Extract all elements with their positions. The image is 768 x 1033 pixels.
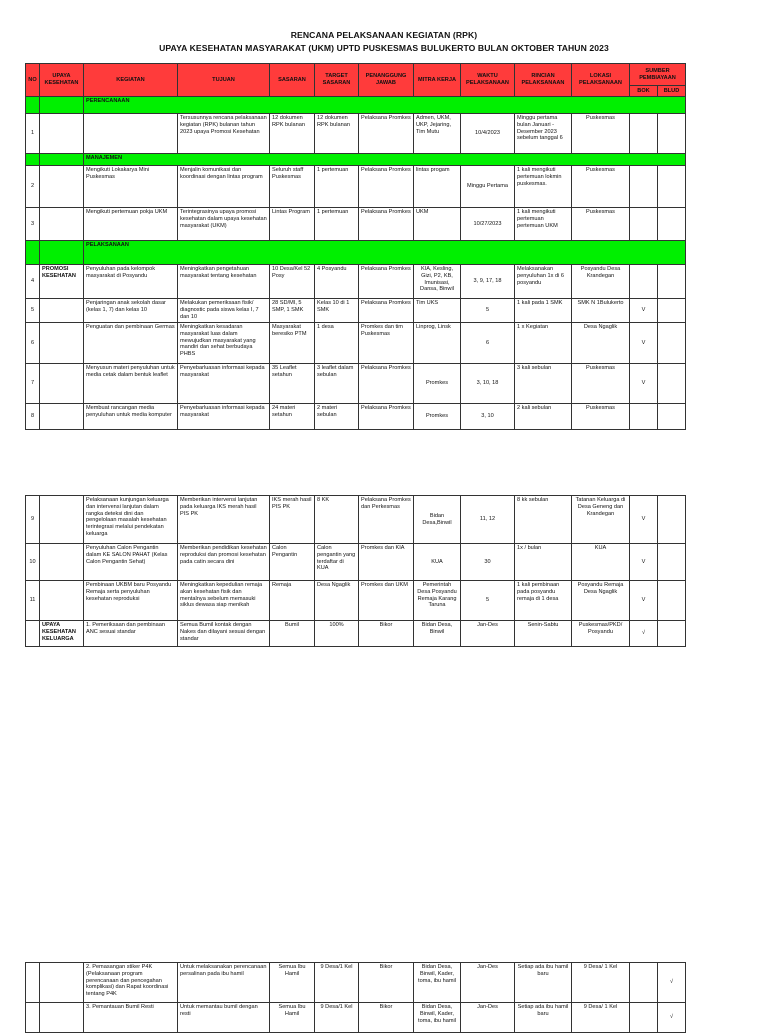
cell-lokasi: Puskesmas bbox=[572, 404, 630, 430]
cell-lokasi: Puskesmas bbox=[572, 364, 630, 404]
cell-pj: Pelaksana Promkes bbox=[359, 114, 414, 154]
table-row bbox=[26, 581, 686, 621]
cell-target: 100% bbox=[315, 621, 359, 647]
cell-mitra: Tim UKS bbox=[414, 299, 461, 323]
document-subtitle: UPAYA KESEHATAN MASYARAKAT (UKM) UPTD PUSKESMAS BULUKERTO BULAN OKTOBER TAHUN 2023 bbox=[159, 43, 609, 53]
cell-target: 1 pertemuan bbox=[315, 166, 359, 208]
cell-bok: V bbox=[630, 364, 658, 404]
header-sumber: SUMBER PEMBIAYAAN bbox=[630, 64, 686, 86]
cell-kegiatan: 2. Pemasangan stiker P4K (Pelaksanaan program perencanaan dan pencegahan komplikasi) dan Rapat koordinasi tentang P4K bbox=[84, 963, 178, 1003]
cell-sasaran: 12 dokumen RPK bulanan bbox=[270, 114, 315, 154]
row-no bbox=[26, 1003, 40, 1033]
cell-pj: Pelaksana Promkes bbox=[359, 166, 414, 208]
cell-waktu: 3, 9, 17, 18 bbox=[461, 265, 515, 299]
cell-kegiatan: Pembinaan UKBM baru Posyandu Remaja serta penyuluhan kesehatan reproduksi bbox=[84, 581, 178, 621]
cell-sasaran: 24 materi setahun bbox=[270, 404, 315, 430]
cell-waktu: 3, 10 bbox=[461, 404, 515, 430]
cell-lokasi: Posyandu Remaja Desa Ngaglik bbox=[572, 581, 630, 621]
table-row bbox=[26, 621, 686, 647]
cell-mitra: Bidan Desa, Binwil, Kader, toma, ibu hamil bbox=[414, 1003, 461, 1033]
table-row bbox=[26, 963, 686, 1003]
cell-bok bbox=[630, 166, 658, 208]
row-no: 10 bbox=[26, 544, 40, 581]
cell-waktu: Jan-Des bbox=[461, 621, 515, 647]
cell-tujuan: Tersusunnya rencana pelaksanaan kegiatan (RPK) bulanan tahun 2023 upaya Promosi Kesehatan bbox=[178, 114, 270, 154]
cell-rincian: 1 x Kegiatan bbox=[515, 323, 572, 364]
cell-lokasi: Puskesmas/PKD/ Posyandu bbox=[572, 621, 630, 647]
cell-waktu: 5 bbox=[461, 581, 515, 621]
cell-target: 9 Desa/1 Kel bbox=[315, 1003, 359, 1033]
cell-upaya bbox=[40, 299, 84, 323]
cell-upaya bbox=[40, 404, 84, 430]
header-rincian: RINCIAN PELAKSANAAN bbox=[515, 64, 572, 97]
cell-mitra: Promkes bbox=[414, 364, 461, 404]
header-tujuan: TUJUAN bbox=[178, 64, 270, 97]
cell-rincian: 3 kali sebulan bbox=[515, 364, 572, 404]
cell-rincian: 1 kali pada 1 SMK bbox=[515, 299, 572, 323]
cell-kegiatan: Mengikuti Lokakarya Mini Puskesmas bbox=[84, 166, 178, 208]
cell-blud bbox=[658, 496, 686, 544]
cell-waktu: 6 bbox=[461, 323, 515, 364]
cell-tujuan: Melakukan pemeriksaan fisik/ diagnostic pada siswa kelas I, 7 dan 10 bbox=[178, 299, 270, 323]
cell-target: 12 dokumen RPK bulanan bbox=[315, 114, 359, 154]
cell-blud bbox=[658, 114, 686, 154]
cell-kegiatan: 1. Pemeriksaan dan pembinaan ANC sesuai standar bbox=[84, 621, 178, 647]
cell-upaya bbox=[40, 323, 84, 364]
cell-lokasi: Desa Ngaglik bbox=[572, 323, 630, 364]
cell-rincian: 1 kali pembinaan pada posyandu remaja di 1 desa bbox=[515, 581, 572, 621]
header-bok: BOK bbox=[630, 86, 658, 97]
cell-lokasi: Tatanan Keluarga di Desa Geneng dan Krandegan bbox=[572, 496, 630, 544]
cell-bok bbox=[630, 265, 658, 299]
cell-blud bbox=[658, 364, 686, 404]
cell-lokasi: 9 Desa/ 1 Kel bbox=[572, 963, 630, 1003]
cell-target: 3 leaflet dalam sebulan bbox=[315, 364, 359, 404]
cell-tujuan: Terintegrasinya upaya promosi kesehatan dalam upaya kesehatan masyarakat (UKM) bbox=[178, 208, 270, 241]
cell-sasaran: 28 SD/MI, 5 SMP, 1 SMK bbox=[270, 299, 315, 323]
cell-bok bbox=[630, 1003, 658, 1033]
cell-mitra: Pemerintah Desa Posyandu Remaja Karang Taruna bbox=[414, 581, 461, 621]
table-row bbox=[26, 299, 686, 323]
cell-tujuan: Meningkatkan pengetahuan masyarakat tentang kesehatan bbox=[178, 265, 270, 299]
cell-blud bbox=[658, 323, 686, 364]
cell-bok bbox=[630, 963, 658, 1003]
row-no: 6 bbox=[26, 323, 40, 364]
cell-bok: V bbox=[630, 299, 658, 323]
cell-rincian: Senin-Sabtu bbox=[515, 621, 572, 647]
cell-tujuan: Semua Bumil kontak dengan Nakes dan dilayani sesuai dengan standar bbox=[178, 621, 270, 647]
cell-tujuan: Memberikan intervensi lanjutan pada keluarga IKS merah hasil PIS PK bbox=[178, 496, 270, 544]
cell-sasaran: 10 Desa/Kel 52 Posy bbox=[270, 265, 315, 299]
row-no: 4 bbox=[26, 265, 40, 299]
cell-mitra: Bidan Desa,Binwil bbox=[414, 496, 461, 544]
cell-waktu: 5 bbox=[461, 299, 515, 323]
cell-upaya bbox=[40, 208, 84, 241]
cell-mitra: Bidan Desa, Binwil bbox=[414, 621, 461, 647]
cell-bok: V bbox=[630, 581, 658, 621]
cell-upaya bbox=[40, 114, 84, 154]
cell-bok bbox=[630, 404, 658, 430]
cell-rincian: 1 kali mengikuti pertemuan pertemuan UKM bbox=[515, 208, 572, 241]
header-lokasi: LOKASI PELAKSANAAN bbox=[572, 64, 630, 97]
section-manajemen bbox=[26, 154, 686, 166]
cell-kegiatan: Mengikuti pertemuan pokja UKM bbox=[84, 208, 178, 241]
cell-sasaran: Bumil bbox=[270, 621, 315, 647]
header-upaya: UPAYA KESEHATAN bbox=[40, 64, 84, 97]
row-no: 3 bbox=[26, 208, 40, 241]
cell-waktu: 30 bbox=[461, 544, 515, 581]
cell-blud bbox=[658, 581, 686, 621]
rpk-table-page-3 bbox=[25, 962, 686, 1033]
cell-blud bbox=[658, 544, 686, 581]
cell-kegiatan: Penyuluhan pada kelompok masyarakat di Posyandu bbox=[84, 265, 178, 299]
table-row bbox=[26, 208, 686, 241]
cell-pj: Promkes dan tim Puskesmas bbox=[359, 323, 414, 364]
cell-sasaran: IKS merah hasil PIS PK bbox=[270, 496, 315, 544]
rpk-table-continued bbox=[25, 495, 686, 647]
cell-sasaran: Calon Pengantin bbox=[270, 544, 315, 581]
cell-pj: Bikor bbox=[359, 621, 414, 647]
section-label: PELAKSANAAN bbox=[84, 241, 686, 265]
cell-mitra: Linprog, Linsk bbox=[414, 323, 461, 364]
cell-tujuan: Untuk melaksanakan perencanaan persalinan pada ibu hamil bbox=[178, 963, 270, 1003]
cell-target: 2 materi sebulan bbox=[315, 404, 359, 430]
cell-pj: Promkes dan UKM bbox=[359, 581, 414, 621]
cell-pj: Pelaksana Promkes bbox=[359, 404, 414, 430]
header-sasaran: SASARAN bbox=[270, 64, 315, 97]
cell-tujuan: Penyebarluasan informasi kepada masyarakat bbox=[178, 364, 270, 404]
cell-mitra: Bidan Desa, Binwil, Kader, toma, ibu hamil bbox=[414, 963, 461, 1003]
cell-sasaran: Lintas Program bbox=[270, 208, 315, 241]
cell-bok: V bbox=[630, 323, 658, 364]
cell-sasaran: Remaja bbox=[270, 581, 315, 621]
cell-blud bbox=[658, 621, 686, 647]
table-row bbox=[26, 166, 686, 208]
cell-sasaran: 35 Leaflet setahun bbox=[270, 364, 315, 404]
cell-lokasi: SMK N 1Bulukerto bbox=[572, 299, 630, 323]
cell-rincian: 1x / bulan bbox=[515, 544, 572, 581]
cell-tujuan: Menjalin komunikasi dan koordinasi dengan lintas program bbox=[178, 166, 270, 208]
cell-lokasi: Puskesmas bbox=[572, 208, 630, 241]
cell-rincian: 1 kali mengikuti pertemuan lokmin puskesmas. bbox=[515, 166, 572, 208]
cell-upaya: PROMOSI KESEHATAN bbox=[40, 265, 84, 299]
table-row bbox=[26, 1003, 686, 1033]
cell-kegiatan: Penguatan dan pembinaan Germas bbox=[84, 323, 178, 364]
cell-upaya bbox=[40, 581, 84, 621]
row-no: 11 bbox=[26, 581, 40, 621]
cell-kegiatan: Menyusun materi penyuluhan untuk media cetak dalam bentuk leaflet bbox=[84, 364, 178, 404]
cell-blud: √ bbox=[658, 963, 686, 1003]
cell-blud bbox=[658, 208, 686, 241]
row-no: 8 bbox=[26, 404, 40, 430]
cell-blud bbox=[658, 265, 686, 299]
cell-pj: Pelaksana Promkes bbox=[359, 364, 414, 404]
cell-upaya: UPAYA KESEHATAN KELUARGA bbox=[40, 621, 84, 647]
cell-upaya bbox=[40, 544, 84, 581]
cell-lokasi: Puskesmas bbox=[572, 114, 630, 154]
cell-pj: Bikor bbox=[359, 1003, 414, 1033]
row-no: 5 bbox=[26, 299, 40, 323]
cell-kegiatan: Penjaringan anak sekolah dasar (kelas 1, 7) dan kelas 10 bbox=[84, 299, 178, 323]
cell-mitra: KIA, Kesling, Gizi, P2, KB, Imunisasi, Dansa, Binwil bbox=[414, 265, 461, 299]
row-no: 1 bbox=[26, 114, 40, 154]
cell-upaya bbox=[40, 1003, 84, 1033]
cell-rincian: 8 kk sebulan bbox=[515, 496, 572, 544]
cell-upaya bbox=[40, 496, 84, 544]
cell-kegiatan: 3. Pemantauan Bumil Resti bbox=[84, 1003, 178, 1033]
cell-target: Calon pengantin yang terdaftar di KUA bbox=[315, 544, 359, 581]
cell-kegiatan bbox=[84, 114, 178, 154]
cell-sasaran: Semua Ibu Hamil bbox=[270, 1003, 315, 1033]
cell-sasaran: Semua Ibu Hamil bbox=[270, 963, 315, 1003]
cell-rincian: Melaksanakan penyuluhan 1x di 6 posyandu bbox=[515, 265, 572, 299]
cell-target: 1 desa bbox=[315, 323, 359, 364]
table-row bbox=[26, 114, 686, 154]
cell-bok bbox=[630, 114, 658, 154]
header-pj: PENANGGUNG JAWAB bbox=[359, 64, 414, 97]
cell-blud bbox=[658, 404, 686, 430]
cell-upaya bbox=[40, 963, 84, 1003]
row-no bbox=[26, 963, 40, 1003]
cell-lokasi: Posyandu Desa Krandegan bbox=[572, 265, 630, 299]
cell-waktu: 3, 10, 18 bbox=[461, 364, 515, 404]
cell-rincian: 2 kali sebulan bbox=[515, 404, 572, 430]
cell-pj: Promkes dan KIA bbox=[359, 544, 414, 581]
row-no: 7 bbox=[26, 364, 40, 404]
cell-bok: V bbox=[630, 544, 658, 581]
cell-lokasi: Puskesmas bbox=[572, 166, 630, 208]
cell-pj: Pelaksana Promkes bbox=[359, 265, 414, 299]
cell-blud: √ bbox=[658, 1003, 686, 1033]
header-target: TARGET SASARAN bbox=[315, 64, 359, 97]
table-row bbox=[26, 496, 686, 544]
cell-waktu: Jan-Des bbox=[461, 1003, 515, 1033]
table-row bbox=[26, 544, 686, 581]
document-title: RENCANA PELAKSANAAN KEGIATAN (RPK) bbox=[290, 30, 478, 40]
section-label: PERENCANAAN bbox=[84, 97, 686, 114]
cell-target: Kelas 10 di 1 SMK bbox=[315, 299, 359, 323]
table-row bbox=[26, 265, 686, 299]
cell-waktu: 11, 12 bbox=[461, 496, 515, 544]
cell-upaya bbox=[40, 166, 84, 208]
cell-lokasi: 9 Desa/ 1 Kel bbox=[572, 1003, 630, 1033]
cell-target: 8 KK bbox=[315, 496, 359, 544]
cell-blud bbox=[658, 299, 686, 323]
cell-kegiatan: Penyuluhan Calon Pengantin dalam KE SALON PAHAT (Kelas Calon Pengantin Sehat) bbox=[84, 544, 178, 581]
row-no: 9 bbox=[26, 496, 40, 544]
header-blud: BLUD bbox=[658, 86, 686, 97]
cell-tujuan: Meningkatkan kesadaran masyarakat luas dalam mewujudkan masyarakat yang mandiri dan sehat berbudaya PHBS bbox=[178, 323, 270, 364]
header-waktu: WAKTU PELAKSANAAN bbox=[461, 64, 515, 97]
cell-mitra: lintas progam bbox=[414, 166, 461, 208]
cell-blud bbox=[658, 166, 686, 208]
cell-pj: Bikor bbox=[359, 963, 414, 1003]
cell-waktu: Minggu Pertama bbox=[461, 166, 515, 208]
cell-pj: Pelaksana Promkes bbox=[359, 299, 414, 323]
cell-tujuan: Penyebarluasan informasi kepada masyarakat bbox=[178, 404, 270, 430]
cell-mitra: KUA bbox=[414, 544, 461, 581]
cell-target: Desa Ngaglik bbox=[315, 581, 359, 621]
cell-pj: Pelaksana Promkes bbox=[359, 208, 414, 241]
cell-lokasi: KUA bbox=[572, 544, 630, 581]
table-row bbox=[26, 404, 686, 430]
header-no: NO bbox=[26, 64, 40, 97]
cell-kegiatan: Membuat rancangan media penyuluhan untuk media komputer bbox=[84, 404, 178, 430]
section-pelaksanaan bbox=[26, 241, 686, 265]
cell-sasaran: Seluruh staff Puskesmas bbox=[270, 166, 315, 208]
section-label: MANAJEMEN bbox=[84, 154, 686, 166]
header-mitra: MITRA KERJA bbox=[414, 64, 461, 97]
cell-mitra: UKM bbox=[414, 208, 461, 241]
cell-rincian: Setiap ada ibu hamil baru bbox=[515, 963, 572, 1003]
row-no: 2 bbox=[26, 166, 40, 208]
cell-sasaran: Masyarakat beresiko PTM bbox=[270, 323, 315, 364]
cell-mitra: Admen, UKM, UKP, Jejaring, Tim Mutu bbox=[414, 114, 461, 154]
cell-waktu: 10/27/2023 bbox=[461, 208, 515, 241]
cell-waktu: 10/4/2023 bbox=[461, 114, 515, 154]
cell-tujuan: Memberikan pendidikan kesehatan reproduksi dan promosi kesehatan pada catin secara dini bbox=[178, 544, 270, 581]
header-kegiatan: KEGIATAN bbox=[84, 64, 178, 97]
cell-bok bbox=[630, 208, 658, 241]
cell-waktu: Jan-Des bbox=[461, 963, 515, 1003]
cell-rincian: Minggu pertama bulan Januari - Desember 2023 sebelum tanggal 6 bbox=[515, 114, 572, 154]
cell-tujuan: Untuk memantau bumil dengan resti bbox=[178, 1003, 270, 1033]
row-no bbox=[26, 621, 40, 647]
table-row bbox=[26, 364, 686, 404]
cell-rincian: Setiap ada ibu hamil baru bbox=[515, 1003, 572, 1033]
cell-mitra: Promkes bbox=[414, 404, 461, 430]
cell-bok: √ bbox=[630, 621, 658, 647]
table-row bbox=[26, 323, 686, 364]
cell-target: 4 Posyandu bbox=[315, 265, 359, 299]
cell-kegiatan: Pelaksanaan kunjungan keluarga dan intervensi lanjutan dalam rangka deteksi dini dan pengelolaan masalah kesehatan terintegrasi melalui pendekatan keluarga bbox=[84, 496, 178, 544]
cell-upaya bbox=[40, 364, 84, 404]
cell-target: 1 pertemuan bbox=[315, 208, 359, 241]
cell-pj: Pelaksana Promkes dan Perkesmas bbox=[359, 496, 414, 544]
section-perencanaan bbox=[26, 97, 686, 114]
cell-tujuan: Meningkatkan kepedulian remaja akan kesehatan fisik dan mentalnya sebelum memasuki siklus dewasa siap menikah bbox=[178, 581, 270, 621]
cell-target: 9 Desa/1 Kel bbox=[315, 963, 359, 1003]
rpk-table bbox=[25, 63, 686, 430]
cell-bok: V bbox=[630, 496, 658, 544]
